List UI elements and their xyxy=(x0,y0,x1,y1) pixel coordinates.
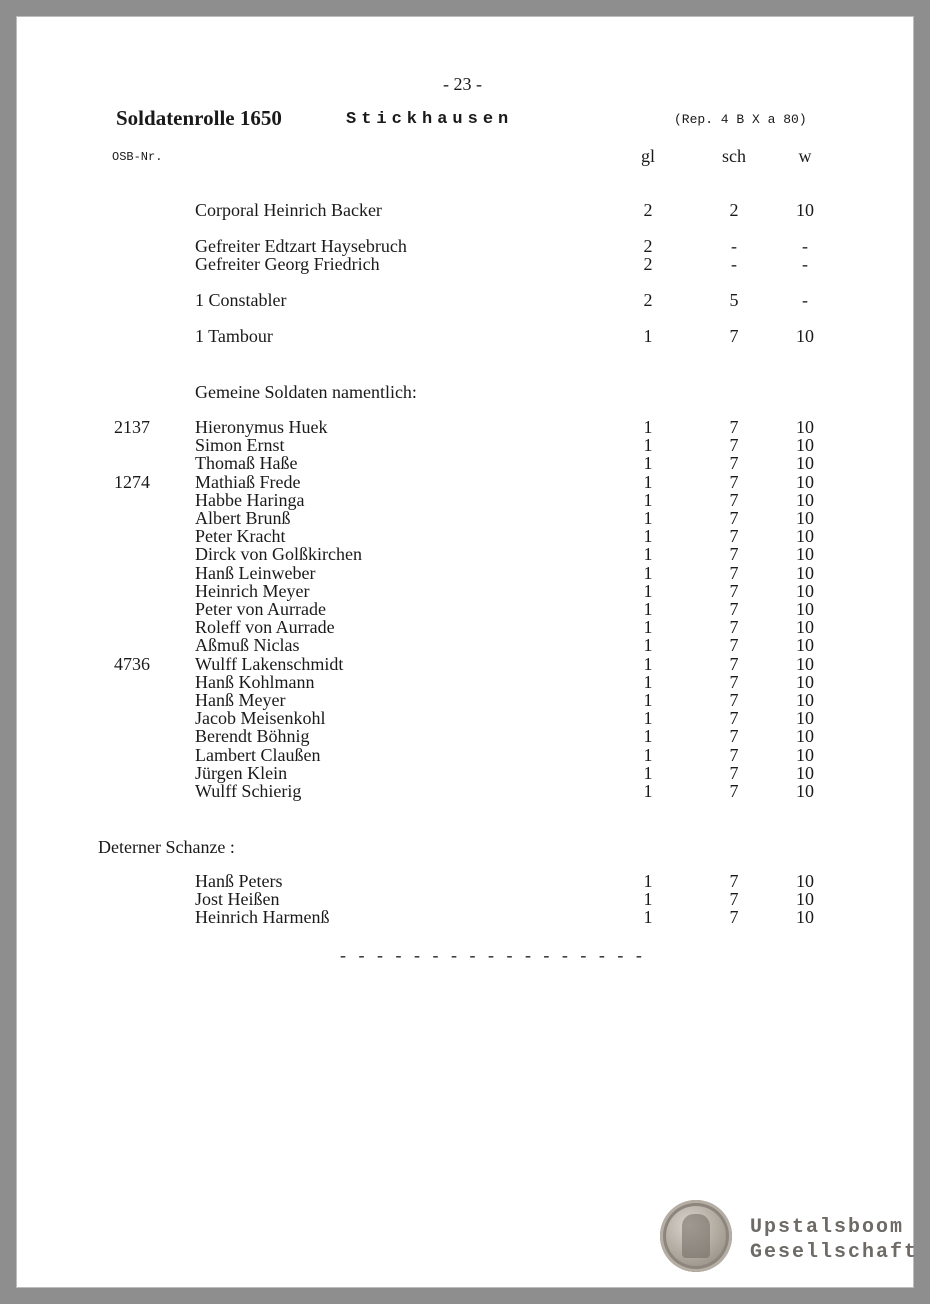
value-sch: 7 xyxy=(729,508,739,528)
value-w: 10 xyxy=(796,762,814,783)
value-gl: 2 xyxy=(643,290,653,310)
soldier-name: Gefreiter Georg Friedrich xyxy=(195,254,380,274)
value-sch: 7 xyxy=(729,889,739,909)
value-gl: 1 xyxy=(643,762,653,783)
place-name: Stickhausen xyxy=(346,110,514,129)
soldier-name: Heinrich Meyer xyxy=(195,580,310,601)
table-row xyxy=(16,491,914,509)
value-w: 10 xyxy=(796,526,814,547)
soldier-name: Wulff Schierig xyxy=(195,781,302,801)
value-sch: - xyxy=(731,254,737,274)
value-sch: 7 xyxy=(729,326,739,346)
value-sch: 7 xyxy=(729,580,739,601)
value-w: 10 xyxy=(796,562,814,583)
table-row xyxy=(16,418,914,436)
value-sch: 7 xyxy=(729,435,739,456)
table-row xyxy=(16,746,914,764)
value-w: 10 xyxy=(796,599,814,619)
table-row xyxy=(16,673,914,691)
value-gl: 1 xyxy=(643,435,653,456)
value-w: 10 xyxy=(796,653,814,674)
value-gl: 1 xyxy=(643,562,653,583)
soldier-name: Hanß Meyer xyxy=(195,690,286,710)
table-row xyxy=(16,201,914,219)
table-row xyxy=(16,291,914,309)
table-row xyxy=(16,636,914,654)
value-gl: 1 xyxy=(643,489,653,510)
table-row xyxy=(16,764,914,782)
end-dashes: - - - - - - - - - - - - - - - - - xyxy=(340,945,646,965)
value-sch: 7 xyxy=(729,762,739,783)
table-row xyxy=(16,618,914,636)
table-row xyxy=(16,890,914,908)
value-sch: 7 xyxy=(729,526,739,547)
value-gl: 1 xyxy=(643,708,653,729)
value-gl: 1 xyxy=(643,781,653,801)
value-gl: 1 xyxy=(643,580,653,601)
value-gl: 1 xyxy=(643,889,653,909)
value-sch: 7 xyxy=(729,562,739,583)
soldier-name: Roleff von Aurrade xyxy=(195,617,335,638)
soldier-name: 1 Tambour xyxy=(195,326,273,346)
soldier-name: Wulff Lakenschmidt xyxy=(195,653,344,674)
soldier-name: Jürgen Klein xyxy=(195,762,288,783)
soldier-name: Hanß Kohlmann xyxy=(195,671,315,692)
value-sch: 7 xyxy=(729,726,739,747)
value-sch: 7 xyxy=(729,708,739,729)
table-row xyxy=(16,727,914,745)
table-row xyxy=(16,237,914,255)
table-row xyxy=(16,436,914,454)
value-gl: 1 xyxy=(643,508,653,528)
value-gl: 1 xyxy=(643,471,653,492)
soldier-name: Hanß Leinweber xyxy=(195,562,316,583)
value-sch: 7 xyxy=(729,907,739,927)
value-gl: 1 xyxy=(643,453,653,474)
value-gl: 1 xyxy=(643,635,653,656)
soldier-name: Jacob Meisenkohl xyxy=(195,708,326,729)
brand-line-2: Gesellschaft xyxy=(750,1241,919,1264)
soldier-name: Lambert Claußen xyxy=(195,744,321,765)
value-gl: 1 xyxy=(643,599,653,619)
soldier-name: Thomaß Haße xyxy=(195,453,298,474)
column-header-gl: gl xyxy=(640,146,655,166)
value-sch: 5 xyxy=(729,290,739,310)
value-gl: 1 xyxy=(643,526,653,547)
value-gl: 1 xyxy=(643,617,653,638)
value-gl: 2 xyxy=(643,254,653,274)
value-gl: 1 xyxy=(643,671,653,692)
table-row xyxy=(16,545,914,563)
soldier-name: Heinrich Harmenß xyxy=(195,907,330,927)
value-gl: 2 xyxy=(643,200,653,220)
value-sch: 7 xyxy=(729,653,739,674)
soldier-name: Gefreiter Edtzart Haysebruch xyxy=(195,236,407,256)
osb-number: 2137 xyxy=(114,417,150,437)
value-w: - xyxy=(802,236,808,256)
brand-line-1: Upstalsboom xyxy=(750,1216,905,1239)
soldier-name: Simon Ernst xyxy=(195,435,285,456)
archive-reference: (Rep. 4 B X a 80) xyxy=(674,112,807,127)
soldier-name: Berendt Böhnig xyxy=(195,726,310,747)
value-sch: 2 xyxy=(729,200,739,220)
value-sch: - xyxy=(731,236,737,256)
soldier-name: Peter von Aurrade xyxy=(195,599,326,619)
osb-number: 4736 xyxy=(114,653,150,674)
value-sch: 7 xyxy=(729,635,739,656)
soldier-name: Mathiaß Frede xyxy=(195,471,301,492)
value-gl: 1 xyxy=(643,326,653,346)
column-header-sch: sch xyxy=(722,146,746,166)
value-w: 10 xyxy=(796,580,814,601)
value-w: 10 xyxy=(796,200,814,220)
value-w: 10 xyxy=(796,471,814,492)
value-w: 10 xyxy=(796,508,814,528)
section-heading: Gemeine Soldaten namentlich: xyxy=(195,382,417,402)
value-w: 10 xyxy=(796,726,814,747)
value-w: 10 xyxy=(796,708,814,729)
value-sch: 7 xyxy=(729,489,739,510)
table-row xyxy=(16,782,914,800)
value-gl: 1 xyxy=(643,417,653,437)
table-row xyxy=(16,709,914,727)
table-row xyxy=(16,908,914,926)
value-sch: 7 xyxy=(729,417,739,437)
soldier-name: 1 Constabler xyxy=(195,290,287,310)
table-row xyxy=(16,509,914,527)
value-w: 10 xyxy=(796,435,814,456)
value-sch: 7 xyxy=(729,690,739,710)
value-gl: 1 xyxy=(643,744,653,765)
value-gl: 1 xyxy=(643,653,653,674)
page-number: - 23 - xyxy=(443,74,482,94)
page-title: Soldatenrolle 1650 xyxy=(116,106,282,130)
soldier-name: Hanß Peters xyxy=(195,871,283,891)
soldier-name: Habbe Haringa xyxy=(195,489,305,510)
value-gl: 1 xyxy=(643,871,653,891)
value-sch: 7 xyxy=(729,471,739,492)
value-w: 10 xyxy=(796,871,814,891)
table-row xyxy=(16,473,914,491)
value-w: 10 xyxy=(796,690,814,710)
value-w: 10 xyxy=(796,781,814,801)
column-header-w: w xyxy=(798,146,812,166)
value-sch: 7 xyxy=(729,599,739,619)
value-w: 10 xyxy=(796,907,814,927)
value-w: 10 xyxy=(796,889,814,909)
table-row xyxy=(16,582,914,600)
table-row xyxy=(16,255,914,273)
value-w: 10 xyxy=(796,617,814,638)
value-gl: 1 xyxy=(643,726,653,747)
value-w: 10 xyxy=(796,544,814,565)
table-row xyxy=(16,872,914,890)
table-row xyxy=(16,600,914,618)
value-gl: 1 xyxy=(643,907,653,927)
value-w: 10 xyxy=(796,489,814,510)
soldier-name: Albert Brunß xyxy=(195,508,291,528)
value-sch: 7 xyxy=(729,871,739,891)
soldier-name: Hieronymus Huek xyxy=(195,417,328,437)
soldier-name: Jost Heißen xyxy=(195,889,280,909)
value-sch: 7 xyxy=(729,617,739,638)
value-sch: 7 xyxy=(729,671,739,692)
value-sch: 7 xyxy=(729,453,739,474)
value-sch: 7 xyxy=(729,781,739,801)
table-row xyxy=(16,327,914,345)
value-w: 10 xyxy=(796,671,814,692)
value-w: 10 xyxy=(796,453,814,474)
value-sch: 7 xyxy=(729,544,739,565)
value-w: 10 xyxy=(796,326,814,346)
table-row xyxy=(16,564,914,582)
table-row xyxy=(16,691,914,709)
soldier-name: Aßmuß Niclas xyxy=(195,635,300,656)
value-gl: 1 xyxy=(643,544,653,565)
column-header-osb: OSB-Nr. xyxy=(112,150,163,164)
value-w: - xyxy=(802,254,808,274)
document-page xyxy=(16,16,919,1288)
value-gl: 2 xyxy=(643,236,653,256)
table-row xyxy=(16,454,914,472)
value-w: 10 xyxy=(796,635,814,656)
seal-logo xyxy=(660,1200,732,1272)
table-row xyxy=(16,527,914,545)
value-w: - xyxy=(802,290,808,310)
schanze-heading: Deterner Schanze : xyxy=(98,837,235,857)
table-row xyxy=(16,655,914,673)
value-gl: 1 xyxy=(643,690,653,710)
soldier-name: Corporal Heinrich Backer xyxy=(195,200,382,220)
value-w: 10 xyxy=(796,417,814,437)
value-w: 10 xyxy=(796,744,814,765)
soldier-name: Dirck von Golßkirchen xyxy=(195,544,362,565)
osb-number: 1274 xyxy=(114,471,150,492)
soldier-name: Peter Kracht xyxy=(195,526,286,547)
value-sch: 7 xyxy=(729,744,739,765)
